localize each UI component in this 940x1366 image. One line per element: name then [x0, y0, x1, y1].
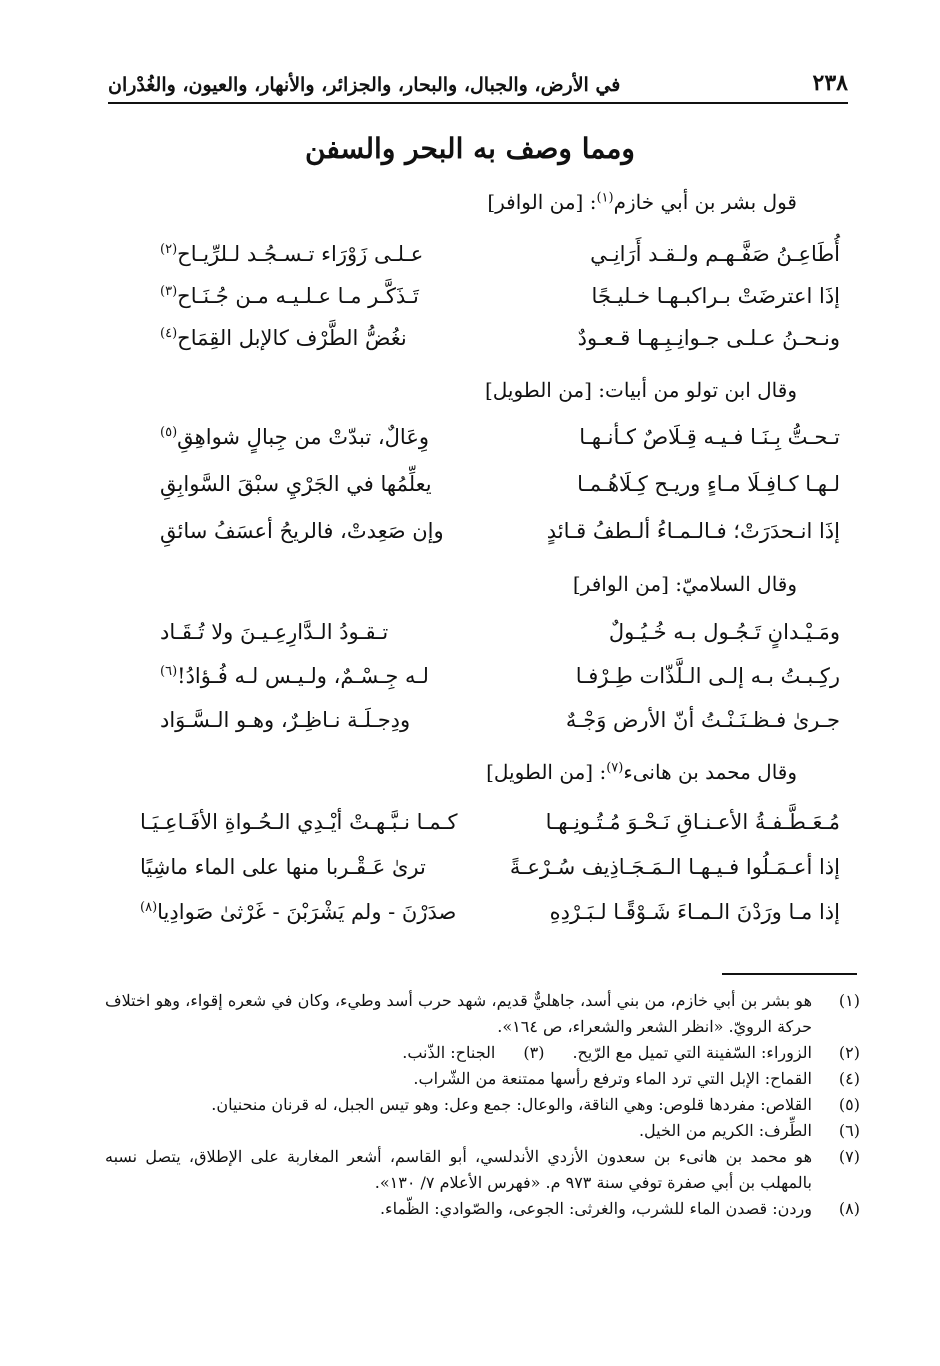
verse-second-hemistich: صدَرْنَ - ولم يَشْرَبْنَ - غَرْثىٰ صَوادِيا$^{(٨)}$ [140, 900, 457, 924]
footnote-number: (٣) [523, 1043, 545, 1062]
verse-line [120, 708, 840, 748]
verse-first-hemistich: إذَا انـحدَرَتْ؛ فـالـمـاءُ ألـطفُ قـائدٍ [546, 519, 840, 543]
section-title: ومما وصف به البحر والسفن [305, 132, 635, 165]
footnote [105, 1092, 860, 1118]
verse-line [120, 900, 840, 940]
footnote-number: (٤) [838, 1069, 860, 1088]
verse-second-hemistich: تـقـودُ الـدَّارِعِـيـنَ ولا تُـقَـاد [160, 620, 389, 644]
verse-second-hemistich: يعلِّمُها في الجَرْيِ سبْقَ السَّوابِقِ [160, 472, 432, 496]
verse-first-hemistich: ومَـيْـدانٍ تَـجُـول بـه خُـيُـولٌ [608, 620, 840, 644]
verse-second-hemistich: وإن صَعِدتْ، فالريحُ أعسَفُ سائقِ [160, 519, 444, 543]
footnote-text: الطِّرف: الكريم من الخيل. [638, 1121, 812, 1140]
footnotes [105, 988, 860, 1222]
footnote-ref: (٦) [160, 664, 178, 679]
poem-intro: وقال السلاميّ: [من الوافر] [572, 572, 797, 596]
footnote [105, 1040, 860, 1066]
verse-line [120, 326, 840, 366]
verse-line [120, 664, 840, 704]
footnote [105, 1066, 860, 1092]
verse-second-hemistich: نغُضُّ الطَّرْف كالإبل القِمَاح$^{(٤)}$ [160, 326, 407, 350]
footnote-number: (٥) [838, 1095, 860, 1114]
page-number: ٢٣٨ [812, 70, 848, 96]
verse-first-hemistich: إذا أعـمَـلُوا فـيـهـا الـمَـجَـاذِيف سُـرْعـةً [509, 855, 840, 879]
verse-line [120, 284, 840, 324]
footnote-ref: (٨) [140, 900, 158, 915]
footnote-text: وردن: قصدن الماء للشرب، والغرثى: الجوعى، والصّوادي: الظّماء. [379, 1199, 812, 1218]
verse-second-hemistich: وِعَالٌ، تبدّتْ من جِبالٍ شواهِقِ$^{(٥)}$ [160, 425, 429, 449]
verse-line [120, 620, 840, 660]
verse-first-hemistich: لـهـا كـافِـلَا مـاءٍ وريـح كِـلَاهُـمـا [577, 472, 840, 496]
footnote-ref: (٤) [160, 326, 178, 341]
running-title: في الأرض، والجبال، والبحار، والجزائر، والأنهار، والعيون، والغُدْران [108, 74, 621, 96]
footnote-text: الجناح: الذّنب. [402, 1043, 496, 1062]
verse-first-hemistich: جـرىٰ فـظـنَـنْـتُ أنّ الأرض وَجْـهٌ [565, 708, 840, 732]
footnote-text: هو محمد بن هانىء بن سعدون الأزدي الأندلسي، أبو القاسم، أشعر المغاربة على الإطلاق، يتصل نسبه بالمهلب بن أبي صفرة توفي سنة ٩٧٣ م. «فهرس الأعلام ٧/ ١٣٠». [105, 1147, 813, 1192]
footnote [105, 988, 860, 1040]
footnote-separator [722, 973, 857, 975]
verse-second-hemistich: كـمـا نـبَّـهـتْ أيْـدِي الـحُـواةِ الأفَـاعِـيَـا [140, 810, 458, 834]
footnote-text: الزوراء: السّفينة التي تميل مع الرّيح. [572, 1043, 812, 1062]
footnote-ref: (٢) [160, 242, 178, 257]
verse-first-hemistich: إذَا اعترضَتْ بـراكبـهـا خـليـجًا [591, 284, 840, 308]
verse-second-hemistich: تَـذَكَّـر مـا عـلـيـه مـن جُـنَـاح$^{(٣)}$ [160, 284, 419, 308]
verse-line [120, 519, 840, 559]
footnote-number: (١) [838, 991, 860, 1010]
footnote-ref: (٥) [160, 425, 178, 440]
poem-intro: قول بشر بن أبي خازم$^{(١)}$: [من الوافر] [487, 190, 797, 214]
verse-first-hemistich: ركِـبـتُ بـه إلـى الـلَّذّات طِـرْفـا [575, 664, 840, 688]
footnote [105, 1118, 860, 1144]
poem-intro: وقال ابن تولو من أبيات: [من الطويل] [484, 378, 797, 402]
footnote-text: القماح: الإبل التي ترد الماء وترفع رأسها ممتنعة من الشّراب. [413, 1069, 812, 1088]
footnote-ref: (٣) [160, 284, 178, 299]
verse-first-hemistich: ونـحـنُ عـلـى جـوانِـبِـهـا قـعـودٌ [577, 326, 840, 350]
verse-line [120, 472, 840, 512]
verse-line [120, 425, 840, 465]
footnote-number: (٦) [838, 1121, 860, 1140]
verse-second-hemistich: لـه جِـسْـمٌ، ولـيـس لـه فُـؤادُ!$^{(٦)}$ [160, 664, 429, 688]
footnote-ref: (١) [596, 190, 614, 206]
verse-second-hemistich: ودِجـلَـة نـاظِـرٌ، وهـو الـسَّـوَاد [160, 708, 411, 732]
verse-second-hemistich: ترىٰ عَـقْـربا منها على الماء ماشِيًا [140, 855, 426, 879]
footnote [105, 1196, 860, 1222]
poem-intro: وقال محمد بن هانىء$^{(٧)}$: [من الطويل] [486, 760, 797, 784]
verse-first-hemistich: أُطَاعِـنُ صَفَّـهـم ولـقـد أَرَانِـي [590, 242, 840, 266]
footnote [105, 1144, 860, 1196]
footnote-number: (٨) [838, 1199, 860, 1218]
footnote-text: القلاص: مفردها قلوص: وهي الناقة، والوعال: جمع وعل: وهو تيس الجبل، له قرنان منحنيان. [211, 1095, 812, 1114]
footnote-ref: (٧) [606, 760, 624, 776]
footnote-text: هو بشر بن أبي خازم، من بني أسد، جاهليٌّ قديم، شهد حرب أسد وطيء، وكان في شعره إقواء، وهو اختلاف حركة الرويّ. «انظر الشعر والشعراء، ص ١٦٤». [105, 991, 812, 1036]
verse-line [120, 855, 840, 895]
footnote-number: (٧) [838, 1147, 860, 1166]
verse-line [120, 810, 840, 850]
verse-line [120, 242, 840, 282]
verse-second-hemistich: عـلـى زَوْرَاء تـسـجُـد لـلرِّيـاح$^{(٢)}$ [160, 242, 424, 266]
verse-first-hemistich: تـحـتُّ بِـنَـا فـيـه قِـلَاصٌ كـأنـهـا [579, 425, 840, 449]
verse-first-hemistich: مُـعَـطَّـفـةُ الأعـنـاقِ نَـحْـوَ مُـتُـونِـهـا [545, 810, 840, 834]
page-header [108, 62, 848, 104]
verse-first-hemistich: إذا مـا ورَدْنَ الـمـاءَ شَـوْقًـا لـبَـرْدِهِ [549, 900, 840, 924]
footnote-number: (٢) [838, 1043, 860, 1062]
